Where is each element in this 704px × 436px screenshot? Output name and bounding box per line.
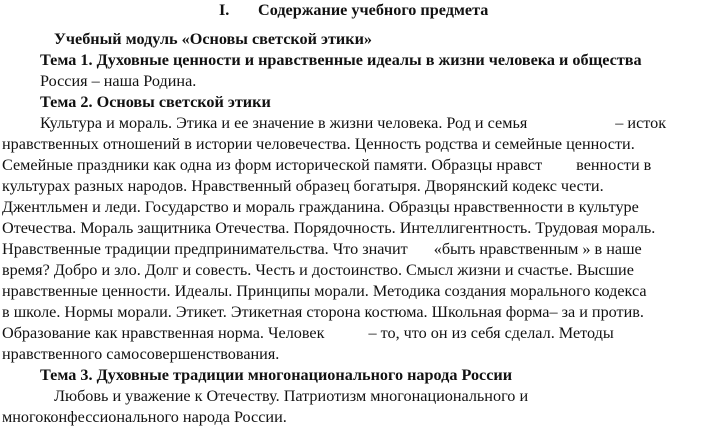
topic2-title: Тема 2. Основы светской этики: [40, 93, 271, 111]
section-number: I.: [219, 1, 230, 19]
paragraph-line: Отечества. Мораль защитника Отечества. Порядочность. Интеллигентность. Трудовая мораль.: [2, 219, 656, 237]
paragraph-line: нравственные ценности. Идеалы. Принципы морали. Методика создания морального кодекса: [2, 282, 647, 300]
paragraph-line: Любовь и уважение к Отечеству. Патриотизм многонационального и: [54, 387, 529, 405]
paragraph-line: [40, 113, 666, 134]
paragraph-text: Нравственные традиции предпринимательства. Что значит: [2, 240, 408, 258]
module-title: Учебный модуль «Основы светской этики»: [54, 30, 372, 48]
paragraph-line: многоконфессионального народа России.: [2, 408, 287, 426]
paragraph-text: Культура и мораль. Этика и ее значение в жизни человека. Род и семья: [40, 114, 528, 132]
paragraph-line: [2, 323, 614, 344]
paragraph-line: в школе. Нормы морали. Этикет. Этикетная сторона костюма. Школьная форма– за и против.: [2, 303, 644, 321]
paragraph-line: Джентльмен и леди. Государство и мораль гражданина. Образцы нравственности в культуре: [2, 198, 639, 216]
paragraph-text: – то, что он из себя сделал. Методы: [368, 324, 614, 342]
paragraph-line: [2, 155, 651, 176]
paragraph-text: Семейные праздники как одна из форм исторической памяти. Образцы нравст: [2, 156, 543, 174]
topic1-title: Тема 1. Духовные ценности и нравственные идеалы в жизни человека и общества: [40, 51, 642, 69]
paragraph-line: [2, 239, 642, 260]
topic1-line: Россия – наша Родина.: [40, 72, 197, 90]
paragraph-text: Образование как нравственная норма. Человек: [2, 324, 325, 342]
paragraph-line: нравственного самосовершенствования.: [2, 345, 280, 363]
paragraph-text: – исток: [615, 114, 667, 132]
topic3-title: Тема 3. Духовные традиции многонационального народа России: [40, 366, 513, 384]
section-title: Содержание учебного предмета: [258, 1, 489, 19]
paragraph-line: время? Добро и зло. Долг и совесть. Честь и достоинство. Смысл жизни и счастье. Высшие: [2, 261, 634, 279]
paragraph-line: нравственных отношений в истории человечества. Ценность родства и семейные ценности.: [2, 135, 635, 153]
paragraph-text: «быть нравственным » в наше: [433, 240, 642, 258]
paragraph-text: венности в: [576, 156, 652, 174]
paragraph-line: культурах разных народов. Нравственный образец богатыря. Дворянский кодекс чести.: [2, 177, 604, 195]
